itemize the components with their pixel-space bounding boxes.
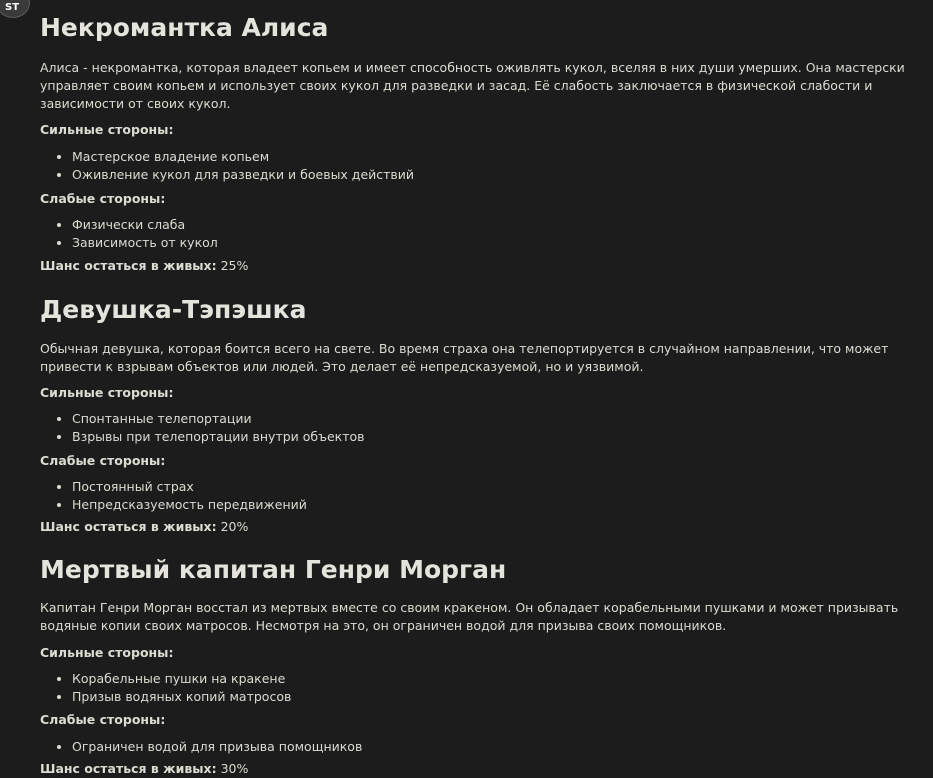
list-item: • Взрывы при телепортации внутри объектов — [72, 428, 928, 446]
character-description: Капитан Генри Морган восстал из мертвых вместе со своим кракеном. Он обладает корабельными пушками и может призывать водяные копии своих матросов. Несмотря на это, он ограничен водой для призыва своих помощников. — [40, 600, 899, 633]
list-item: • Оживление кукол для разведки и боевых действий — [72, 166, 928, 184]
strengths-label: Сильные стороны: — [40, 645, 174, 660]
character-section — [40, 555, 928, 778]
character-name: Мертвый капитан Генри Морган — [40, 555, 507, 584]
strengths-list — [40, 148, 928, 184]
weaknesses-label: Слабые стороны: — [40, 712, 166, 727]
weaknesses-label: Слабые стороны: — [40, 191, 166, 206]
weaknesses-list — [40, 216, 928, 252]
survival-chance-value: 25% — [216, 258, 249, 273]
survival-chance-label: Шанс остаться в живых: — [40, 761, 217, 776]
character-name: Девушка-Тэпэшка — [40, 295, 307, 324]
avatar-initials: ST — [5, 2, 20, 13]
character-section — [40, 295, 928, 536]
list-item: • Ограничен водой для призыва помощников — [72, 738, 928, 756]
survival-chance — [40, 760, 928, 778]
weaknesses-list — [40, 738, 928, 756]
strengths-list — [40, 670, 928, 706]
list-item: • Спонтанные телепортации — [72, 410, 928, 428]
list-item: • Непредсказуемость передвижений — [72, 496, 928, 514]
list-item: • Мастерское владение копьем — [72, 148, 928, 166]
survival-chance — [40, 257, 928, 275]
survival-chance-label: Шанс остаться в живых: — [40, 519, 217, 534]
list-item: • Зависимость от кукол — [72, 234, 928, 252]
list-item: • Корабельные пушки на кракене — [72, 670, 928, 688]
list-item: • Призыв водяных копий матросов — [72, 688, 928, 706]
survival-chance — [40, 518, 928, 536]
strengths-label: Сильные стороны: — [40, 122, 174, 137]
list-item: • Физически слаба — [72, 216, 928, 234]
survival-chance-value: 30% — [216, 761, 249, 776]
character-section — [40, 13, 928, 275]
character-description: Обычная девушка, которая боится всего на свете. Во время страха она телепортируется в случайном направлении, что может привести к взрывам объектов или людей. Это делает её непредсказуемой, но и уязвимой. — [40, 341, 889, 374]
weaknesses-label: Слабые стороны: — [40, 453, 166, 468]
strengths-label: Сильные стороны: — [40, 385, 174, 400]
character-description: Алиса - некромантка, которая владеет копьем и имеет способность оживлять кукол, вселяя в них души умерших. Она мастерски управляет своим копьем и использует своих кукол для разведки и засад. Её слабость заключается в физической слабости и зависимости от своих кукол. — [40, 60, 905, 111]
survival-chance-value: 20% — [216, 519, 249, 534]
list-item: • Постоянный страх — [72, 478, 928, 496]
weaknesses-list — [40, 478, 928, 514]
character-name: Некромантка Алиса — [40, 13, 329, 42]
survival-chance-label: Шанс остаться в живых: — [40, 258, 217, 273]
avatar[interactable] — [0, 0, 30, 18]
strengths-list — [40, 410, 928, 446]
message-content — [40, 0, 928, 778]
